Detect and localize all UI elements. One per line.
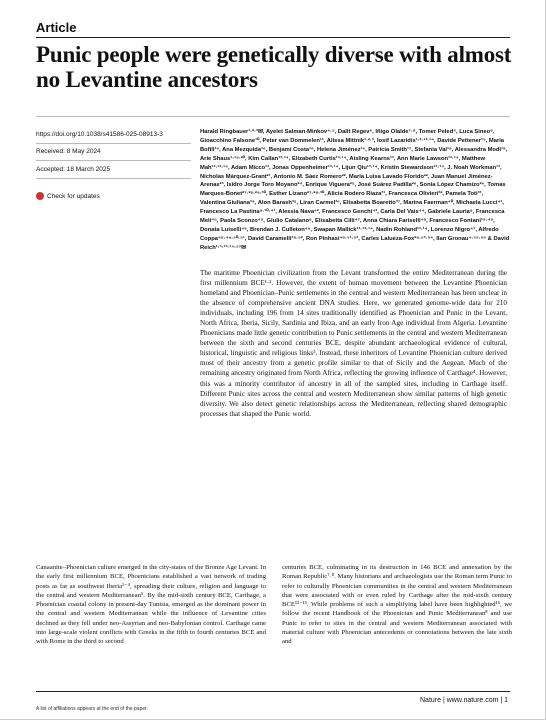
- meta-rule: [36, 178, 191, 179]
- accepted-date: Accepted: 18 March 2025: [36, 166, 111, 173]
- top-rule: [36, 37, 510, 38]
- author-list: Harald Ringbauer¹·²·³✉, Ayelet Salman-Minkov⁴·⁵, Dalit Regev⁶, Iñigo Olalde⁷·⁸, Tomer Peled⁴, Luca Sineo⁹, Gioacchino Falsone¹⁰, Peter van Dommelen¹¹, Alissa Mittnik¹·²·³, Iosif Lazaridis¹·²·¹³·¹⁴, Davide Pettener¹⁵, Maria Bofill¹⁶, Ana Mezquida¹⁶, Benjamí Costa¹⁶, Helena Jiménez¹⁶, Patricia Smith¹⁷, Stefania Vai¹⁸, Alessandra Modi¹⁸, Arie Shaus¹·¹⁹·²⁰, Kim Callan¹³·¹⁴, Elizabeth Curtis¹³·¹⁴, Aisling Kearns¹³, Ann Marie Lawson¹³·¹⁴, Matthew Mah¹³·¹³·¹⁴, Adam Micco¹³, Jonas Oppenheimer¹³·¹⁴, Lijun Qiu¹³·¹⁴, Kristin Stewardson¹³·¹⁴, J. Noah Workman¹³, Nicholas Márquez-Grant²¹, Antonio M. Sáez Romero²², María Luisa Lavado Florido²², Juan Manuel Jiménez-Arenas²³, Isidro Jorge Toro Moyano²⁴, Enrique Viguera²⁵, José Suárez Padilla²⁶, Sonia López Chamizo²⁶, Tomas Marques-Bonet²⁷·²⁸·²⁹·³⁰, Esther Lizano²⁷·²⁸·³⁰, Alicia Rodero Riaza³¹, Francesca Olivieri³², Pamela Toti³³, Valentina Giuliana³⁴, Alon Barash³⁵, Liran Carmel³⁶, Elisabetta Boaretto³⁷, Marina Faerman⁴⁰, Michaela Lucci⁴¹, Francesco La Pastina⁹·¹⁰·⁴¹, Alessia Nava⁴², Francesco Genchi⁴³, Carla Del Vais⁴⁴, Gabriele Lauria⁹, Francesca Meli⁴⁵, Paola Sconzo⁴⁶, Giulio Catalano⁹, Elisabetta Cilli⁴⁷, Anna Chiara Fariselli⁴⁸, Francesco Fontani¹⁵·⁴⁸, Donata Luiselli⁴⁸, Brendan J. Culleton⁴⁹, Swapan Mallick¹³·¹³·¹⁴, Nadin Rohland¹³·¹⁴, Lorenzo Nigro⁴⁷, Alfredo Coppa⁴⁸·⁴⁹·⁵⁰·⁵¹, David Caramelli¹⁸·⁵², Ron Pinhasi⁴⁸·⁵¹·⁵³, Carles Lalueza-Fox²⁸·⁵³·⁵⁴, Ilan Gronau⁴·⁵⁵·⁵⁶ & David Reich¹·³·¹³·¹⁴·⁵⁷✉: [200, 129, 510, 251]
- header-rule: [36, 116, 510, 117]
- received-date: Received: 8 May 2024: [36, 148, 101, 155]
- check-updates-label: Check for updates: [47, 192, 100, 200]
- meta-rule: [36, 143, 191, 144]
- article-title: Punic people were genetically diverse with almost no Levantine ancestors: [36, 42, 512, 92]
- page-footer: Nature | www.nature.com | 1: [420, 697, 509, 704]
- body-column-right: centuries BCE, culminating in its destruction in 146 BCE and annexation by the Roman Republic⁷·⁸. Many historians and archaeologists use the Roman term Punic to refer to culturally Phoenician communities in the central and western Mediterranean that were associated with or even ruled by Carthage after the mid-sixth century BCE¹³⁻¹⁵. While problems of such a simplifying label have been highlighted¹⁵, we follow the recent Handbook of the Phoenician and Punic Mediterranean⁸ and use Punic to refer to sites in the central and western Mediterranean associated with material culture with Phoenician antecedents or connotations between the late sixth and: [282, 564, 512, 646]
- doi-link[interactable]: https://doi.org/10.1038/s41586-025-08913-3: [36, 131, 163, 138]
- check-updates-icon: [36, 192, 44, 200]
- meta-rule: [36, 160, 191, 161]
- body-column-left: Canaanite–Phoenician culture emerged in the city-states of the Bronze Age Levant. In the early first millennium BCE, Phoenicians established a vast network of trading posts as far as southwest Iberia¹⁻⁴, spreading their culture, religion and language to the central and western Mediterranean⁵. By the mid-sixth century BCE, Carthage, a Phoenician coastal colony in present-day Tunisia, emerged as the dominant power in the central and western Mediterranean while the influence of Levantine cities declined as they fell under neo-Assyrian and neo-Babylonian control. Carthage came into large-scale violent conflicts with Greeks in the fifth to fourth centuries BCE and with Rome in the third to second: [36, 564, 266, 646]
- affiliations-footnote: A list of affiliations appears at the end of the paper.: [36, 706, 148, 712]
- check-updates-button[interactable]: [36, 192, 100, 200]
- article-type-label: Article: [36, 20, 77, 35]
- footer-rule: [36, 691, 510, 692]
- abstract: The maritime Phoenician civilization from the Levant transformed the entire Mediterranean during the first millennium BCE¹·². However, the extent of human movement between the Levantine Phoenician homeland and Phoenician–Punic settlements in the central and western Mediterranean has been unclear in the absence of comprehensive ancient DNA studies. Here, we generated genome-wide data for 210 individuals, including 196 from 14 sites traditionally identified as Phoenician and Punic in the Levant, North Africa, Iberia, Sicily, Sardinia and Ibiza, and an early Iron Age individual from Algeria. Levantine Phoenicians made little genetic contribution to Punic settlements in the central and western Mediterranean between the sixth and second centuries BCE, despite abundant archaeological evidence of cultural, historical, linguistic and religious links³. Instead, these inheritors of Levantine Phoenician culture derived most of their ancestry from a genetic profile similar to that of Sicily and the Aegean. Much of the remaining ancestry originated from North Africa, reflecting the growing influence of Carthage⁴. However, this was a minority contributor of ancestry in all of the sampled sites, including in Carthage itself. Different Punic sites across the central and western Mediterranean show similar patterns of high genetic diversity. We also detect genetic relationships across the Mediterranean, reflecting shared demographic processes that shaped the Punic world.: [200, 269, 507, 418]
